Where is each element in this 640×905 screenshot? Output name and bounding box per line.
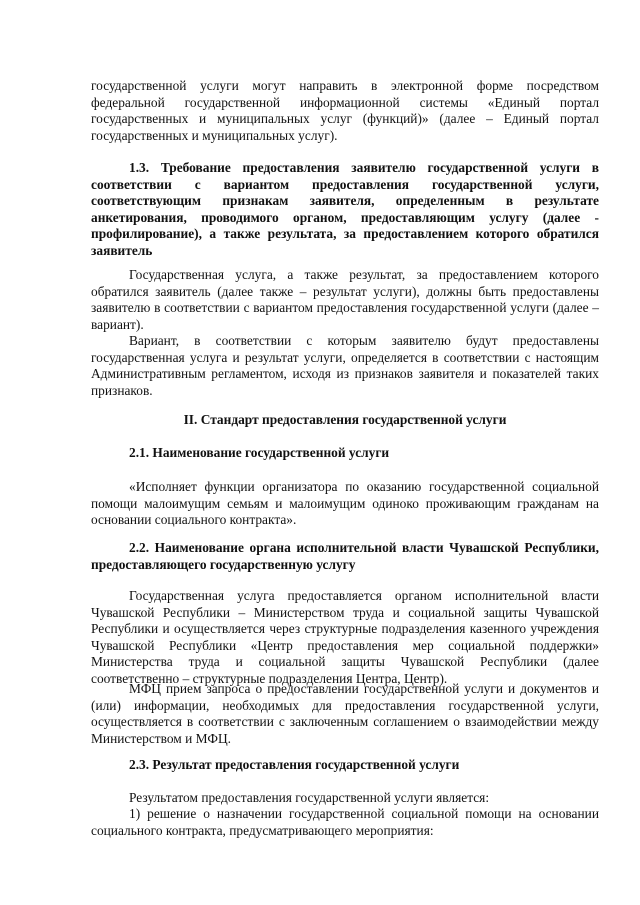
section-2-1-paragraph: «Исполняет функции организатора по оказанию государственной социальной помощи малоимущим семьям и малоимущим одиноко проживающим гражданам на основании социального контракта». [91, 479, 599, 528]
section-2-3-heading: 2.3. Результат предоставления государственной услуги [129, 757, 460, 772]
intro-line: государственных и муниципальных услуг). [91, 127, 338, 143]
intro-line: государственных и муниципальных услуг (функций)» (далее – Единый портал [91, 111, 599, 127]
section-2-2-paragraph-2: МФЦ прием запроса о предоставлении государственной услуги и документов и (или) информации, необходимых для предоставления государственной услуги, осуществляется в соответствии с заключенным соглашением о взаимодействии между Министерством и МФЦ. [91, 681, 599, 746]
section-2-3-paragraph-1: Результатом предоставления государственной услуги является: [129, 790, 490, 805]
intro-line: федеральной государственной информационной системы «Единый портал [91, 94, 599, 110]
section-2-2-paragraph-1: Государственная услуга предоставляется органом исполнительной власти Чувашской Республики – Министерством труда и социальной защиты Чувашской Республики и осуществляется через структурные подразделения казенного учреждения Чувашской Республики «Центр предоставления мер социальной поддержки» Министерства труда и социальной защиты Чувашской Республики (далее соответственно – структурные подразделения Центра, Центр). [91, 588, 599, 686]
intro-line: государственной услуги могут направить в электронной форме посредством [91, 78, 599, 93]
section-2-1-heading: 2.1. Наименование государственной услуги [129, 445, 390, 460]
section-1-3-paragraph-2: Вариант, в соответствии с которым заявителю будут предоставлены государственная услуга и результат услуги, определяется в соответствии с настоящим Административным регламентом, исходя из признаков заявителя и показателей таких признаков. [91, 333, 599, 398]
section-2-3-paragraph-2: 1) решение о назначении государственной социальной помощи на основании социального контракта, предусматривающего мероприятия: [91, 806, 599, 838]
section-2-heading: II. Стандарт предоставления государственной услуги [183, 412, 507, 427]
section-1-3-paragraph-1: Государственная услуга, а также результат, за предоставлением которого обратился заявитель (далее также – результат услуги), должны быть предоставлены заявителю в соответствии с вариантом предоставления государственной услуги (далее – вариант). [91, 267, 599, 332]
intro-paragraph [91, 78, 599, 144]
section-2-2-heading: 2.2. Наименование органа исполнительной власти Чувашской Республики, предоставляющего государственную услугу [91, 540, 599, 572]
section-1-3-heading: 1.3. Требование предоставления заявителю государственной услуги в соответствии с вариантом предоставления государственной услуги, соответствующим признакам заявителя, определенным в результате анкетирования, проводимого органом, предоставляющим услугу (далее - профилирование), а также результата, за предоставлением которого обратился заявитель [91, 160, 599, 258]
